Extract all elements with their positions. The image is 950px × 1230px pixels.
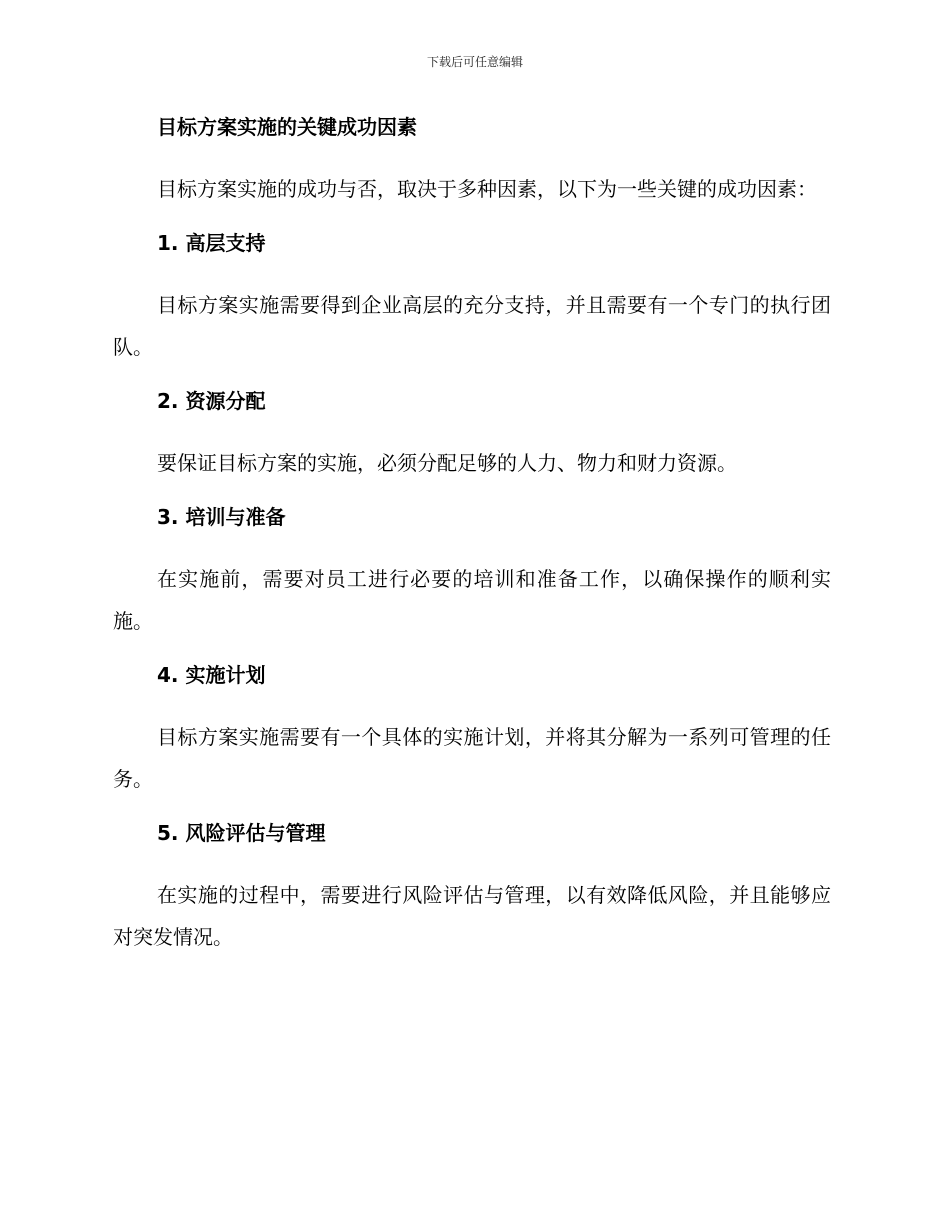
document-body xyxy=(113,112,831,976)
document-title: 目标方案实施的关键成功因素 xyxy=(157,115,417,139)
section-body-3: 在实施前，需要对员工进行必要的培训和准备工作，以确保操作的顺利实施。 xyxy=(113,567,831,633)
page-header-note: 下载后可任意编辑 xyxy=(426,55,523,69)
section-heading-3: 3. 培训与准备 xyxy=(157,505,286,529)
intro-paragraph: 目标方案实施的成功与否，取决于多种因素，以下为一些关键的成功因素： xyxy=(157,177,817,201)
section-body-2: 要保证目标方案的实施，必须分配足够的人力、物力和财力资源。 xyxy=(157,451,737,475)
section-body-4: 目标方案实施需要有一个具体的实施计划，并将其分解为一系列可管理的任务。 xyxy=(113,725,831,791)
section-heading-5: 5. 风险评估与管理 xyxy=(157,821,326,845)
section-heading-1: 1. 高层支持 xyxy=(157,231,266,255)
section-body-1: 目标方案实施需要得到企业高层的充分支持，并且需要有一个专门的执行团队。 xyxy=(113,293,831,359)
section-body-5: 在实施的过程中，需要进行风险评估与管理，以有效降低风险，并且能够应对突发情况。 xyxy=(113,883,831,949)
section-heading-4: 4. 实施计划 xyxy=(157,663,266,687)
section-heading-2: 2. 资源分配 xyxy=(157,389,266,413)
